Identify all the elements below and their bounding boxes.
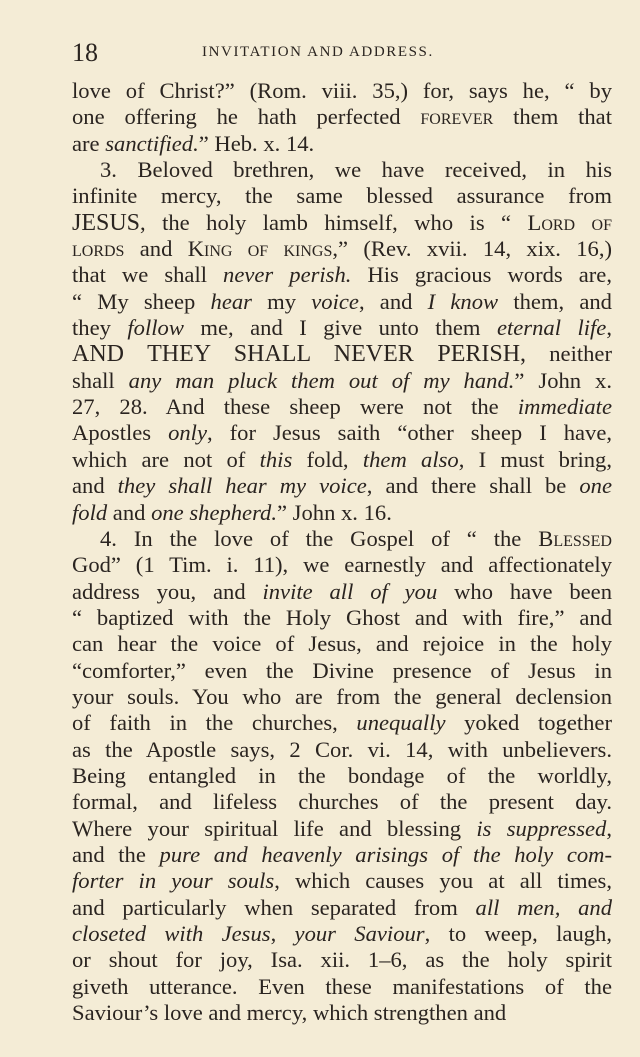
- text-line: [72, 579, 612, 605]
- text-line: [72, 842, 612, 868]
- text-line: [72, 921, 612, 947]
- text-run: and: [72, 473, 118, 499]
- text-run: and the: [72, 841, 160, 867]
- italic-run: all men, and: [475, 894, 612, 920]
- text-run: giveth utterance. Even these manifestations of the: [72, 973, 612, 999]
- text-run: can hear the voice of Jesus, and rejoice in the holy: [72, 631, 612, 657]
- text-run: , and there shall be: [366, 473, 580, 499]
- text-line: [72, 552, 612, 578]
- text-run: and particularly when separated from: [72, 894, 476, 920]
- text-line: [72, 78, 612, 104]
- text-line: [72, 789, 612, 815]
- italic-run: voice: [311, 288, 359, 314]
- text-line: [72, 210, 612, 236]
- text-run: of faith in the churches,: [72, 710, 357, 736]
- small-caps-run: forever: [420, 104, 494, 130]
- text-line: [72, 289, 612, 315]
- text-run: that we shall: [72, 262, 224, 288]
- small-caps-run: Blessed: [538, 525, 612, 551]
- text-run: me, and I give unto them: [183, 315, 497, 341]
- text-line: [72, 1000, 612, 1026]
- capitals-run: AND THEY SHALL NEVER PERISH,: [72, 341, 527, 368]
- text-line: [72, 710, 612, 736]
- text-line: [72, 605, 612, 631]
- italic-run: forter in your souls: [72, 868, 275, 894]
- italic-run: never perish.: [223, 262, 352, 288]
- text-run: which are not of: [72, 446, 260, 472]
- text-line: [72, 763, 612, 789]
- text-run: ” John x.: [514, 367, 612, 393]
- text-run: and: [107, 499, 152, 525]
- italic-run: your Saviour: [294, 921, 425, 946]
- text-line: [72, 868, 612, 894]
- text-run: Being entangled in the bondage of the worldly,: [72, 762, 612, 788]
- text-line: [72, 157, 612, 183]
- text-line: [72, 473, 612, 499]
- italic-run: them also: [362, 446, 459, 472]
- text-line: [72, 526, 612, 552]
- text-run: , to weep, laugh,: [424, 921, 612, 946]
- italic-run: they shall hear my voice: [117, 473, 367, 499]
- italic-run: I know: [427, 288, 499, 314]
- text-line: [72, 947, 612, 973]
- text-run: as the Apostle says, 2 Cor. vi. 14, with unbelievers.: [72, 736, 612, 762]
- text-line: [72, 895, 612, 921]
- text-line: [72, 420, 612, 446]
- italic-run: is suppressed: [476, 815, 607, 841]
- text-run: Apostles: [72, 420, 169, 446]
- text-line: [72, 131, 612, 157]
- page-header: [72, 38, 612, 68]
- text-run: neither: [526, 341, 612, 367]
- text-run: them that: [493, 104, 612, 130]
- text-run: ” John x. 16.: [277, 499, 392, 525]
- text-run: ,” (Rev. xvii. 14, xix. 16,): [332, 236, 612, 262]
- page-number: 18: [72, 38, 98, 67]
- text-line: [72, 658, 612, 684]
- text-line: [72, 816, 612, 842]
- running-head: INVITATION AND ADDRESS.: [202, 44, 434, 60]
- text-run: , the holy lamb himself, who is “: [140, 209, 528, 235]
- text-run: “ My sheep: [72, 288, 211, 314]
- text-run: , I must bring,: [458, 446, 612, 472]
- text-run: , and: [358, 288, 428, 314]
- italic-run: closeted with Jesus: [72, 921, 271, 946]
- text-run: God” (1 Tim. i. 11), we earnestly and affectionately: [72, 552, 612, 578]
- text-run: His gracious words are,: [351, 262, 612, 288]
- italic-run: only: [168, 420, 207, 446]
- text-run: , which causes you at all times,: [274, 868, 612, 894]
- italic-run: pure and heavenly arisings of the holy com-: [159, 841, 612, 867]
- text-line: [72, 104, 612, 130]
- text-line: [72, 737, 612, 763]
- text-run: fold,: [292, 446, 363, 472]
- italic-run: sanctified.: [105, 130, 199, 156]
- italic-run: fold: [72, 499, 108, 525]
- text-line: [72, 974, 612, 1000]
- small-caps-run: King of kings: [187, 236, 333, 262]
- text-run: ,: [606, 315, 612, 341]
- text-run: yoked together: [445, 710, 612, 736]
- italic-run: immediate: [517, 394, 612, 420]
- small-caps-run: lords: [72, 236, 125, 262]
- text-run: infinite mercy, the same blessed assurance from: [72, 183, 612, 209]
- italic-run: one shepherd.: [151, 499, 277, 525]
- text-run: who have been: [437, 578, 612, 604]
- text-line: [72, 394, 612, 420]
- text-run: Where your spiritual life and blessing: [72, 815, 477, 841]
- text-run: love of Christ?” (Rom. viii. 35,) for, says he, “ by: [72, 78, 612, 103]
- text-run: are: [72, 130, 106, 156]
- italic-run: any man pluck them out of my hand.: [128, 367, 515, 393]
- text-run: they: [72, 315, 128, 341]
- italic-run: unequally: [356, 710, 446, 736]
- text-line: [72, 447, 612, 473]
- italic-run: invite all of you: [262, 578, 438, 604]
- text-run: formal, and lifeless churches of the present day.: [72, 789, 612, 815]
- text-line: [72, 631, 612, 657]
- text-run: “comforter,” even the Divine presence of Jesus in: [72, 657, 612, 683]
- text-run: ,: [270, 921, 295, 946]
- text-run: 4. In the love of the Gospel of “ the: [100, 525, 539, 551]
- text-run: “ baptized with the Holy Ghost and with fire,” and: [72, 604, 612, 630]
- text-run: and: [124, 236, 188, 262]
- text-run: 3. Beloved brethren, we have received, in his: [100, 157, 612, 183]
- small-caps-run: Lord of: [527, 209, 613, 235]
- text-run: ,: [606, 815, 612, 841]
- text-run: shall: [72, 367, 129, 393]
- text-run: or shout for joy, Isa. xii. 1–6, as the holy spirit: [72, 947, 612, 973]
- text-run: ” Heb. x. 14.: [198, 130, 315, 156]
- text-line: [72, 262, 612, 288]
- text-run: them, and: [498, 288, 612, 314]
- text-line: [72, 183, 612, 209]
- italic-run: follow: [127, 315, 184, 341]
- text-run: one offering he hath perfected: [72, 104, 421, 130]
- text-line: [72, 684, 612, 710]
- italic-run: one: [579, 473, 612, 499]
- text-run: , for Jesus saith “other sheep I have,: [206, 420, 613, 446]
- italic-run: this: [259, 446, 293, 472]
- text-run: 27, 28. And these sheep were not the: [72, 394, 518, 420]
- text-run: Saviour’s love and mercy, which strengthen and: [72, 1000, 507, 1026]
- italic-run: eternal life: [496, 315, 607, 341]
- text-line: [72, 236, 612, 262]
- text-line: [72, 368, 612, 394]
- text-line: [72, 315, 612, 341]
- text-line: [72, 500, 612, 526]
- text-line: [72, 341, 612, 367]
- text-run: your souls. You who are from the general declension: [72, 683, 612, 709]
- text-run: my: [251, 288, 312, 314]
- italic-run: hear: [210, 288, 252, 314]
- text-run: address you, and: [72, 578, 263, 604]
- body-text: [72, 78, 612, 1026]
- capitals-run: JESUS: [72, 209, 141, 236]
